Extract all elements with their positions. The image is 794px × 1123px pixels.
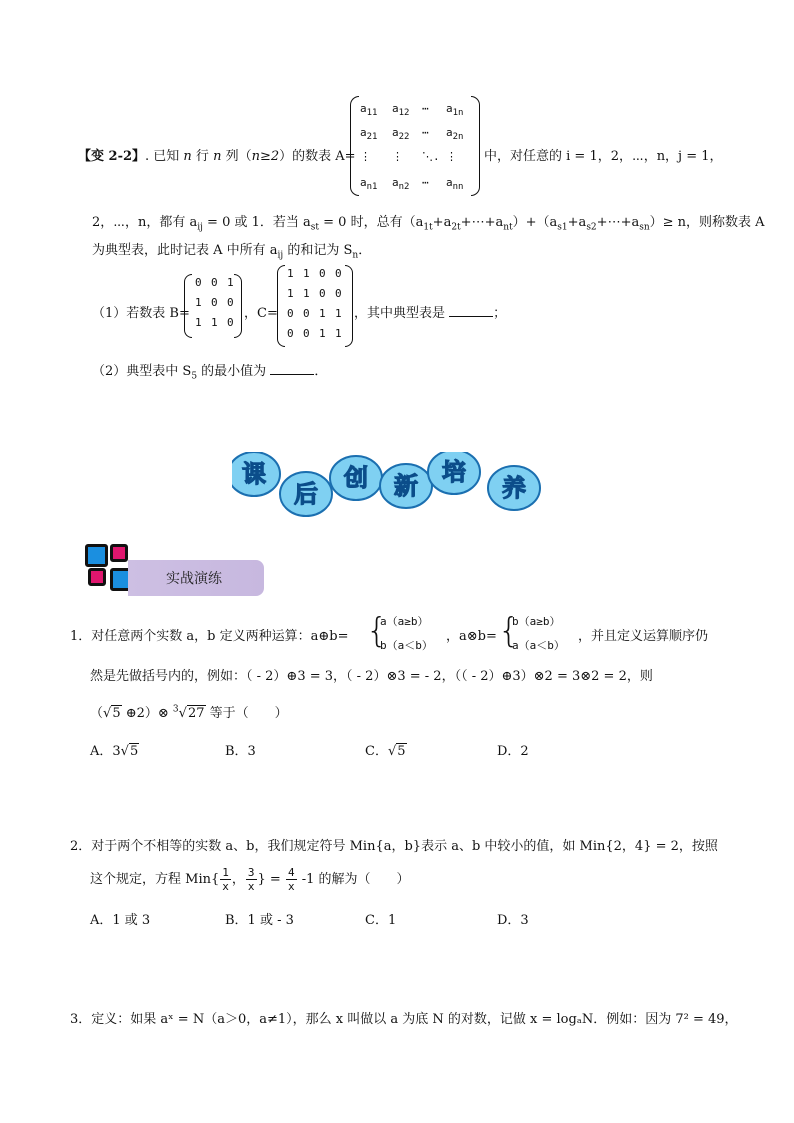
matrix-a: [350, 96, 480, 196]
q2-option-a[interactable]: A．1 或 3: [90, 913, 151, 928]
text: ）≥ n，则称数表 A: [649, 215, 765, 230]
matrix-c-cell: 1: [335, 307, 342, 320]
matrix-c-cell: 0: [287, 327, 294, 340]
q1-line1-tail: ，并且定义运算顺序仍: [578, 629, 709, 644]
fraction: [220, 866, 231, 893]
q1-line1: [70, 625, 348, 644]
q2-option-d[interactable]: D．3: [497, 913, 529, 928]
q1-option-d[interactable]: D．2: [497, 744, 529, 759]
matrix-a-subscript: nn: [452, 182, 464, 193]
q2-option-c[interactable]: C．1: [365, 913, 397, 928]
matrix-a-cell: $a_{1n}$: [446, 102, 464, 119]
text: （: [90, 706, 104, 721]
q1-option-a[interactable]: A．3√5: [90, 744, 139, 759]
text: +a: [432, 215, 452, 230]
text: ）的数表 A=: [279, 149, 356, 164]
text: ．: [358, 243, 372, 258]
matrix-b-cell: 1: [195, 316, 202, 329]
matrix-a-cell: ⋱.: [422, 150, 440, 163]
problem-2-2-line2: [92, 211, 765, 233]
matrix-b: [184, 274, 242, 338]
matrix-b-cell: 1: [227, 276, 234, 289]
brace-icon: {: [498, 611, 520, 651]
matrix-a-cell: $a_{n2}$: [392, 176, 410, 193]
text: 为典型表，此时记表 A 中所有 a: [92, 243, 278, 258]
matrix-a-subscript: 11: [366, 108, 378, 119]
matrix-c-cell: 0: [319, 267, 326, 280]
denominator: x: [247, 880, 255, 893]
sub: 1t: [423, 222, 433, 233]
q1-option-c[interactable]: C．√5: [365, 744, 406, 759]
sub: 5: [191, 371, 198, 382]
sub: 2t: [451, 222, 461, 233]
text: +⋯+a: [596, 215, 640, 230]
banner-char: 创: [344, 464, 368, 492]
condition: n≥2: [251, 149, 280, 164]
answer-blank-2[interactable]: [270, 362, 314, 375]
fraction: [246, 866, 257, 893]
matrix-b-cell: 1: [195, 296, 202, 309]
root-index: 3: [172, 704, 179, 715]
banner-char: 培: [442, 458, 466, 486]
case2-top: b（a≥b）: [512, 615, 561, 628]
matrix-c-cell: 1: [287, 287, 294, 300]
text: = 0 时，总有（a: [319, 215, 424, 230]
var-n: n: [213, 149, 222, 164]
question-number: 2．: [70, 839, 92, 854]
answer-blank-1[interactable]: [449, 304, 493, 317]
text: = 0 或 1．若当 a: [202, 215, 311, 230]
q1-option-b[interactable]: B．3: [225, 744, 256, 759]
text: 列（: [221, 149, 252, 164]
sub: nt: [503, 222, 513, 233]
question-number: 1．: [70, 629, 92, 644]
matrix-c-cell: 0: [287, 307, 294, 320]
banner-char: 新: [394, 472, 418, 500]
text: -1 的解为（ ）: [297, 872, 410, 887]
matrix-c-cell: 1: [303, 267, 310, 280]
question-number: 3．: [70, 1012, 92, 1027]
radicand: 5: [129, 744, 139, 759]
matrix-a-cell: $a_{nn}$: [446, 176, 464, 193]
banner-char: 后: [294, 480, 318, 508]
sub: st: [310, 222, 320, 233]
text: 等于（ ）: [205, 706, 288, 721]
matrix-b-cell: 0: [195, 276, 202, 289]
matrix-c-cell: 1: [319, 327, 326, 340]
problem-2-2-line1-tail: 中，对任意的 i = 1，2，⋯，n，j = 1，: [484, 149, 723, 164]
text: ；: [493, 306, 507, 321]
sub: s2: [586, 222, 597, 233]
matrix-c-cell: 0: [319, 287, 326, 300]
radicand: 5: [397, 744, 406, 759]
subquestion-1-suffix: [354, 302, 506, 321]
denominator: x: [287, 880, 295, 893]
sub: n: [352, 250, 359, 261]
radicand: 27: [187, 706, 205, 721]
banner-char: 养: [502, 474, 526, 502]
q2-option-b[interactable]: B．1 或 - 3: [225, 913, 294, 928]
case2-bottom: a（a＜b）: [512, 639, 565, 652]
sub: sn: [639, 222, 650, 233]
fraction: [286, 866, 297, 893]
matrix-a-cell: ⋯: [422, 126, 429, 139]
numerator: 3: [247, 866, 255, 879]
text: ．: [314, 364, 328, 379]
text: 的最小值为: [197, 364, 267, 379]
matrix-c-cell: 0: [303, 307, 310, 320]
matrix-a-cell: ⋮: [446, 150, 457, 163]
matrix-a-cell: $a_{22}$: [392, 126, 410, 143]
text: ，其中典型表是: [354, 306, 446, 321]
matrix-c: [277, 265, 353, 347]
matrix-c-cell: 0: [335, 287, 342, 300]
q3-line1: [70, 1008, 738, 1027]
matrix-a-cell: $a_{n1}$: [360, 176, 378, 193]
matrix-a-cell: $a_{11}$: [360, 102, 378, 119]
case1-top: a（a≥b）: [380, 615, 429, 628]
text: +a: [567, 215, 587, 230]
matrix-a-cell: ⋯: [422, 176, 429, 189]
matrix-a-cell: ⋮: [392, 150, 403, 163]
matrix-c-cell: 1: [303, 287, 310, 300]
text: ）+（a: [512, 215, 558, 230]
q2-line2: [90, 866, 410, 893]
matrix-c-cell: 0: [335, 267, 342, 280]
matrix-b-cell: 0: [227, 296, 234, 309]
text: （2）典型表中 S: [92, 364, 192, 379]
sub: ij: [197, 222, 203, 233]
matrix-c-cell: 1: [319, 307, 326, 320]
problem-2-2-line1: [78, 145, 356, 164]
q1-line2: 然是先做括号内的，例如：（ - 2）⊕3 = 3，（ - 2）⊗3 = - 2，（（ - 2）⊕3）⊗2 = 3⊗2 = 2，则: [90, 669, 653, 684]
matrix-a-subscript: 22: [398, 132, 410, 143]
square-icon: [110, 544, 128, 562]
q1-sep: ，a⊗b=: [446, 629, 497, 644]
problem-tag: 【变 2-2】: [78, 149, 146, 164]
option-text: A．3: [90, 744, 121, 759]
matrix-c-cell: 1: [335, 327, 342, 340]
matrix-a-subscript: 1n: [452, 108, 464, 119]
matrix-b-cell: 0: [227, 316, 234, 329]
matrix-b-cell: 0: [211, 296, 218, 309]
matrix-a-cell: $a_{12}$: [392, 102, 410, 119]
subquestion-2: [92, 360, 328, 382]
text: +⋯+a: [460, 215, 504, 230]
section-label: 实战演练: [166, 571, 222, 587]
matrix-a-cell: ⋮: [360, 150, 371, 163]
option-text: C．: [365, 744, 388, 759]
text: ，: [231, 872, 245, 887]
matrix-a-cell: $a_{21}$: [360, 126, 378, 143]
text: 的和记为 S: [283, 243, 353, 258]
subquestion-1-prefix: （1）若数表 B=: [92, 306, 190, 321]
matrix-a-cell: $a_{2n}$: [446, 126, 464, 143]
matrix-a-subscript: n1: [366, 182, 378, 193]
var-n: n: [183, 149, 192, 164]
banner-char: 课: [242, 460, 266, 488]
matrix-a-cell: ⋯: [422, 102, 429, 115]
brace-icon: {: [366, 611, 388, 651]
case1-bottom: b（a＜b）: [380, 639, 433, 652]
numerator: 1: [222, 866, 229, 879]
text: } =: [257, 872, 285, 887]
matrix-a-subscript: n2: [398, 182, 410, 193]
text: 行: [191, 149, 214, 164]
section-banner: [232, 452, 550, 522]
matrix-a-subscript: 21: [366, 132, 378, 143]
text: 这个规定，方程 Min{: [90, 872, 220, 887]
text: ⊕2）⊗: [121, 706, 173, 721]
text: . 已知: [145, 149, 184, 164]
subquestion-1-mid: ，C=: [244, 306, 278, 321]
text: 2，⋯，n，都有 a: [92, 215, 198, 230]
q1-line3: （√5 ⊕2）⊗ $^3$√27 等于（ ）: [90, 704, 288, 721]
section-tag: [128, 560, 264, 596]
text: 对任意两个实数 a，b 定义两种运算：a⊕b=: [91, 629, 349, 644]
square-icon: [85, 544, 108, 567]
radicand: 5: [112, 706, 121, 721]
matrix-a-subscript: 12: [398, 108, 410, 119]
q2-line1: [70, 835, 718, 854]
denominator: x: [222, 880, 229, 893]
text: 对于两个不相等的实数 a、b，我们规定符号 Min{a，b}表示 a、b 中较小的值，如 Min{2，4} = 2，按照: [91, 839, 718, 854]
sub: s1: [557, 222, 568, 233]
matrix-a-subscript: 2n: [452, 132, 464, 143]
matrix-c-cell: 1: [287, 267, 294, 280]
matrix-c-cell: 0: [303, 327, 310, 340]
problem-2-2-line3: [92, 239, 372, 261]
square-icon: [88, 568, 106, 586]
text: 定义：如果 aˣ = N（a＞0，a≠1），那么 x 叫做以 a 为底 N 的对数，记做 x = logₐN．例如：因为 7² = 49，: [91, 1012, 738, 1027]
matrix-b-cell: 1: [211, 316, 218, 329]
matrix-b-cell: 0: [211, 276, 218, 289]
sub: ij: [277, 250, 284, 261]
numerator: 4: [287, 866, 295, 879]
